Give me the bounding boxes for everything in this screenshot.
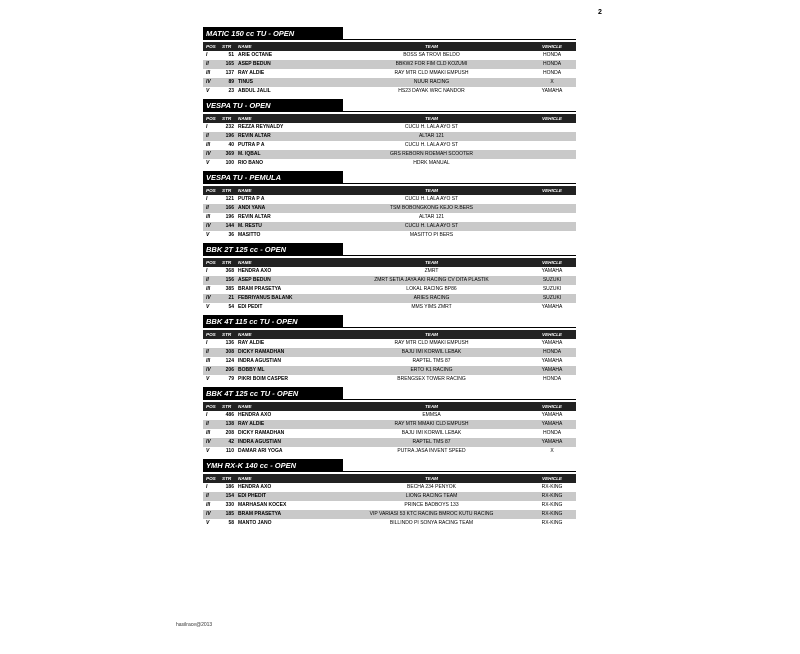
cell-vehicle: SUZUKI — [542, 277, 562, 283]
cell-team: CUCU H. LALA AYO ST — [404, 124, 459, 130]
cell-team: RAY MTR CLD MMAKI EMPUSH — [394, 70, 469, 76]
cell-pos: II — [206, 205, 209, 211]
cell-pos: V — [206, 376, 210, 382]
cell-pos: III — [206, 214, 211, 220]
cell-str: 369 — [225, 151, 234, 157]
cell-team: ARIES RACING — [413, 295, 450, 301]
table-row — [203, 285, 576, 294]
cell-vehicle: RX-KING — [541, 511, 563, 517]
cell-pos: II — [206, 349, 209, 355]
header-pos: POS — [206, 260, 216, 265]
results-section — [203, 99, 576, 171]
cell-vehicle: HONDA — [542, 61, 562, 67]
header-str: STR — [222, 188, 232, 193]
table-row — [203, 438, 576, 447]
table-row — [203, 303, 576, 312]
cell-pos: V — [206, 520, 210, 526]
cell-pos: IV — [206, 511, 211, 517]
table-row — [203, 123, 576, 132]
header-name: NAME — [238, 188, 252, 193]
cell-team: EMMSA — [422, 412, 441, 418]
cell-vehicle: HONDA — [542, 52, 562, 58]
page-number: 2 — [598, 9, 602, 16]
cell-str: 232 — [225, 124, 234, 130]
table-row — [203, 510, 576, 519]
results-section — [203, 315, 576, 387]
cell-vehicle: YAMAHA — [541, 268, 563, 274]
table-row — [203, 213, 576, 222]
cell-vehicle: RX-KING — [541, 484, 563, 490]
cell-pos: I — [206, 412, 208, 418]
cell-team: ALTAR 121 — [418, 133, 445, 139]
cell-team: GRS REBORN ROEMAH SCOOTER — [389, 151, 474, 157]
cell-pos: I — [206, 52, 208, 58]
cell-str: 486 — [225, 412, 234, 418]
cell-team: PUTRA JASA INVENT SPEED — [397, 448, 466, 454]
header-team: TEAM — [424, 116, 438, 121]
cell-vehicle: HONDA — [542, 430, 562, 436]
cell-team: BAJU IMI KORWIL LEBAK — [401, 349, 462, 355]
results-section — [203, 387, 576, 459]
cell-pos: III — [206, 70, 211, 76]
cell-vehicle — [528, 204, 576, 213]
cell-vehicle — [528, 159, 576, 168]
header-name: NAME — [238, 44, 252, 49]
header-name: NAME — [238, 476, 252, 481]
cell-vehicle: HONDA — [542, 349, 562, 355]
cell-str: 40 — [228, 142, 234, 148]
cell-vehicle: X — [550, 448, 554, 454]
header-str: STR — [222, 260, 232, 265]
cell-pos: IV — [206, 367, 211, 373]
cell-pos: V — [206, 448, 210, 454]
cell-str: 166 — [225, 205, 234, 211]
table-header — [203, 330, 576, 339]
cell-team: ZMRT SETIA JAYA AKI RACING CV DITA PLASTIK — [374, 277, 489, 283]
cell-name: MARHASAN KOCEX — [238, 502, 287, 508]
table-row — [203, 141, 576, 150]
cell-name: REVIN ALTAR — [238, 214, 271, 220]
cell-name: RIO BANO — [238, 160, 263, 166]
section-title: BBK 4T 125 cc TU - OPEN — [203, 387, 343, 400]
header-vehicle: VEHICLE — [542, 332, 562, 337]
cell-pos: III — [206, 502, 211, 508]
cell-name: PUTRA P A — [238, 142, 265, 148]
table-row — [203, 411, 576, 420]
cell-str: 121 — [225, 196, 234, 202]
cell-team: VIP VARIASI 53 KTC RACING BMROC KUTU RACING — [369, 511, 494, 517]
cell-name: ASEP BEDUN — [238, 61, 271, 67]
cell-vehicle: SUZUKI — [542, 286, 562, 292]
table-row — [203, 429, 576, 438]
cell-team: ALTAR 121 — [418, 214, 445, 220]
cell-str: 308 — [225, 349, 234, 355]
cell-str: 89 — [228, 79, 234, 85]
cell-str: 196 — [225, 214, 234, 220]
cell-name: TINUS — [238, 79, 253, 85]
cell-team: BILLINDO PI SONYA RACING TEAM — [389, 520, 474, 526]
table-row — [203, 447, 576, 456]
section-title: YMH RX-K 140 cc - OPEN — [203, 459, 343, 472]
cell-str: 51 — [228, 52, 234, 58]
cell-team: RAY MTR MMAKI CLD EMPUSH — [394, 421, 469, 427]
cell-pos: IV — [206, 295, 211, 301]
cell-vehicle — [528, 231, 576, 240]
cell-team: LOKAL RACING BP86 — [406, 286, 457, 292]
cell-vehicle: HONDA — [542, 376, 562, 382]
header-vehicle: VEHICLE — [542, 404, 562, 409]
cell-pos: II — [206, 133, 209, 139]
header-pos: POS — [206, 188, 216, 193]
cell-team: MASITTO PI BERS — [409, 232, 454, 238]
table-header — [203, 258, 576, 267]
cell-name: BRAM PRASETYA — [238, 286, 282, 292]
table-row — [203, 60, 576, 69]
cell-str: 154 — [225, 493, 234, 499]
cell-name: FEBRIYANUS BALANK — [238, 295, 293, 301]
header-team: TEAM — [424, 188, 438, 193]
cell-pos: V — [206, 88, 210, 94]
cell-team: MMS YIMS ZMRT — [411, 304, 452, 310]
cell-team: PRINCE BADBOYS 133 — [404, 502, 459, 508]
cell-str: 58 — [228, 520, 234, 526]
table-row — [203, 501, 576, 510]
table-row — [203, 294, 576, 303]
cell-pos: II — [206, 421, 209, 427]
cell-vehicle — [528, 141, 576, 150]
header-pos: POS — [206, 404, 216, 409]
header-vehicle: VEHICLE — [542, 116, 562, 121]
footer-text: hasilrace@2013 — [176, 622, 213, 628]
cell-name: ASEP BEDUN — [238, 277, 271, 283]
header-str: STR — [222, 332, 232, 337]
cell-pos: V — [206, 160, 210, 166]
cell-pos: III — [206, 286, 211, 292]
table-row — [203, 420, 576, 429]
cell-vehicle — [528, 195, 576, 204]
table-row — [203, 87, 576, 96]
cell-vehicle: HONDA — [542, 70, 562, 76]
section-title: MATIC 150 cc TU - OPEN — [203, 27, 343, 40]
section-title: BBK 4T 115 cc TU - OPEN — [203, 315, 343, 328]
cell-name: ABDUL JALIL — [238, 88, 271, 94]
cell-pos: IV — [206, 439, 211, 445]
cell-str: 196 — [225, 133, 234, 139]
cell-team: TSM BOBONGKONG KEJO R.BERS — [389, 205, 474, 211]
table-row — [203, 150, 576, 159]
header-str: STR — [222, 116, 232, 121]
cell-vehicle — [528, 222, 576, 231]
header-pos: POS — [206, 116, 216, 121]
cell-str: 42 — [228, 439, 234, 445]
cell-team: ZMRT — [424, 268, 439, 274]
table-header — [203, 402, 576, 411]
cell-team: BAJU IMI KORWIL LEBAK — [401, 430, 462, 436]
cell-name: ARIE OCTANE — [238, 52, 273, 58]
header-str: STR — [222, 44, 232, 49]
table-row — [203, 267, 576, 276]
table-header — [203, 186, 576, 195]
cell-name: BOBBY ML — [238, 367, 265, 373]
cell-vehicle — [528, 213, 576, 222]
cell-vehicle: YAMAHA — [541, 421, 563, 427]
table-header — [203, 474, 576, 483]
header-vehicle: VEHICLE — [542, 476, 562, 481]
section-title: VESPA TU - PEMULA — [203, 171, 343, 184]
cell-pos: I — [206, 268, 208, 274]
header-pos: POS — [206, 476, 216, 481]
table-row — [203, 195, 576, 204]
cell-name: ANDI YANA — [238, 205, 266, 211]
cell-pos: I — [206, 484, 208, 490]
cell-vehicle: RX-KING — [541, 520, 563, 526]
cell-pos: III — [206, 430, 211, 436]
section-title: VESPA TU - OPEN — [203, 99, 343, 112]
cell-vehicle — [528, 123, 576, 132]
cell-pos: II — [206, 61, 209, 67]
header-name: NAME — [238, 332, 252, 337]
results-section — [203, 243, 576, 315]
cell-team: RAY MTR CLD MMAKI EMPUSH — [394, 340, 469, 346]
cell-str: 144 — [225, 223, 234, 229]
header-team: TEAM — [424, 44, 438, 49]
cell-name: INDRA AGUSTIAN — [238, 358, 281, 364]
cell-pos: II — [206, 493, 209, 499]
cell-str: 23 — [228, 88, 234, 94]
cell-team: CUCU H. LALA AYO ST — [404, 223, 459, 229]
cell-vehicle: YAMAHA — [541, 439, 563, 445]
table-header — [203, 114, 576, 123]
cell-vehicle: YAMAHA — [541, 367, 563, 373]
table-row — [203, 231, 576, 240]
cell-str: 21 — [228, 295, 234, 301]
cell-team: CUCU H. LALA AYO ST — [404, 196, 459, 202]
table-row — [203, 159, 576, 168]
cell-vehicle: RX-KING — [541, 502, 563, 508]
cell-team: RAPTEL TMS 87 — [412, 439, 451, 445]
results-section — [203, 27, 576, 99]
cell-str: 137 — [225, 70, 234, 76]
cell-name: PIKRI BOIM CASPER — [238, 376, 289, 382]
cell-name: M. RESTU — [238, 223, 262, 229]
cell-team: HS23 DAYAK WRC NANDOR — [398, 88, 465, 94]
cell-name: M. IQBAL — [238, 151, 261, 157]
table-row — [203, 492, 576, 501]
table-row — [203, 132, 576, 141]
table-row — [203, 348, 576, 357]
table-row — [203, 339, 576, 348]
cell-vehicle: YAMAHA — [541, 340, 563, 346]
cell-team: LIONG RACING TEAM — [405, 493, 458, 499]
header-team: TEAM — [424, 260, 438, 265]
cell-vehicle: X — [550, 79, 554, 85]
table-row — [203, 375, 576, 384]
header-str: STR — [222, 476, 232, 481]
cell-team: ERTO K1 RACING — [410, 367, 453, 373]
header-team: TEAM — [424, 332, 438, 337]
header-vehicle: VEHICLE — [542, 44, 562, 49]
cell-name: DICKY RAMADHAN — [238, 430, 285, 436]
cell-pos: V — [206, 232, 210, 238]
header-vehicle: VEHICLE — [542, 260, 562, 265]
cell-vehicle: YAMAHA — [541, 358, 563, 364]
cell-str: 54 — [228, 304, 234, 310]
cell-team: NUUR RACING — [413, 79, 450, 85]
cell-str: 110 — [225, 448, 234, 454]
cell-str: 165 — [225, 61, 234, 67]
cell-str: 156 — [225, 277, 234, 283]
cell-pos: IV — [206, 223, 211, 229]
cell-str: 185 — [225, 511, 234, 517]
cell-team: BBKW2 FOR FIM CLD KOZUMI — [395, 61, 468, 67]
header-str: STR — [222, 404, 232, 409]
table-row — [203, 69, 576, 78]
cell-pos: V — [206, 304, 210, 310]
cell-pos: IV — [206, 79, 211, 85]
cell-str: 79 — [228, 376, 234, 382]
cell-name: REZZA REYNALDY — [238, 124, 284, 130]
cell-name: BRAM PRASETYA — [238, 511, 282, 517]
cell-name: HENDRA AXO — [238, 484, 272, 490]
table-row — [203, 51, 576, 60]
cell-vehicle — [528, 150, 576, 159]
section-title: BBK 2T 125 cc - OPEN — [203, 243, 343, 256]
cell-str: 36 — [228, 232, 234, 238]
table-row — [203, 519, 576, 528]
cell-pos: IV — [206, 151, 211, 157]
cell-name: RAY ALDIE — [238, 70, 265, 76]
cell-team: CUCU H. LALA AYO ST — [404, 142, 459, 148]
cell-vehicle — [528, 132, 576, 141]
cell-name: DICKY RAMADHAN — [238, 349, 285, 355]
table-row — [203, 78, 576, 87]
cell-pos: III — [206, 142, 211, 148]
table-row — [203, 483, 576, 492]
header-pos: POS — [206, 44, 216, 49]
cell-str: 124 — [225, 358, 234, 364]
cell-str: 100 — [225, 160, 234, 166]
results-section — [203, 171, 576, 243]
table-row — [203, 222, 576, 231]
header-team: TEAM — [424, 404, 438, 409]
table-row — [203, 276, 576, 285]
table-header — [203, 42, 576, 51]
table-row — [203, 204, 576, 213]
cell-str: 136 — [225, 340, 234, 346]
results-document — [203, 27, 576, 531]
cell-name: HENDRA AXO — [238, 412, 272, 418]
cell-name: EDI PHEDIT — [238, 493, 267, 499]
cell-str: 208 — [225, 430, 234, 436]
cell-vehicle: YAMAHA — [541, 304, 563, 310]
header-name: NAME — [238, 116, 252, 121]
header-name: NAME — [238, 404, 252, 409]
cell-pos: I — [206, 340, 208, 346]
cell-name: RAY ALDIE — [238, 340, 265, 346]
cell-team: BECHA 234 PENYOK — [407, 484, 456, 490]
header-vehicle: VEHICLE — [542, 188, 562, 193]
cell-pos: II — [206, 277, 209, 283]
cell-str: 368 — [225, 268, 234, 274]
cell-team: BOSS SA TROVI BELDO — [403, 52, 460, 58]
table-row — [203, 366, 576, 375]
cell-vehicle: SUZUKI — [542, 295, 562, 301]
cell-name: RAY ALDIE — [238, 421, 265, 427]
cell-str: 138 — [225, 421, 234, 427]
cell-team: RAPTEL TMS 87 — [412, 358, 451, 364]
table-row — [203, 357, 576, 366]
cell-name: PUTRA P A — [238, 196, 265, 202]
cell-name: EDI PEDIT — [238, 304, 263, 310]
cell-name: REVIN ALTAR — [238, 133, 271, 139]
cell-vehicle: YAMAHA — [541, 412, 563, 418]
cell-team: HDRK MANUAL — [413, 160, 450, 166]
header-team: TEAM — [424, 476, 438, 481]
cell-pos: I — [206, 196, 208, 202]
cell-vehicle: YAMAHA — [541, 88, 563, 94]
header-pos: POS — [206, 332, 216, 337]
cell-name: HENDRA AXO — [238, 268, 272, 274]
cell-vehicle: RX-KING — [541, 493, 563, 499]
cell-name: DAMAR ARI YOGA — [238, 448, 283, 454]
cell-pos: I — [206, 124, 208, 130]
cell-name: INDRA AGUSTIAN — [238, 439, 281, 445]
cell-pos: III — [206, 358, 211, 364]
cell-name: MASITTO — [238, 232, 261, 238]
results-section — [203, 459, 576, 531]
header-name: NAME — [238, 260, 252, 265]
cell-str: 330 — [225, 502, 234, 508]
cell-team: BRENGSEX TOWER RACING — [397, 376, 466, 382]
cell-str: 186 — [225, 484, 234, 490]
cell-str: 206 — [225, 367, 234, 373]
cell-name: MANTO JANO — [238, 520, 272, 526]
cell-str: 385 — [225, 286, 234, 292]
